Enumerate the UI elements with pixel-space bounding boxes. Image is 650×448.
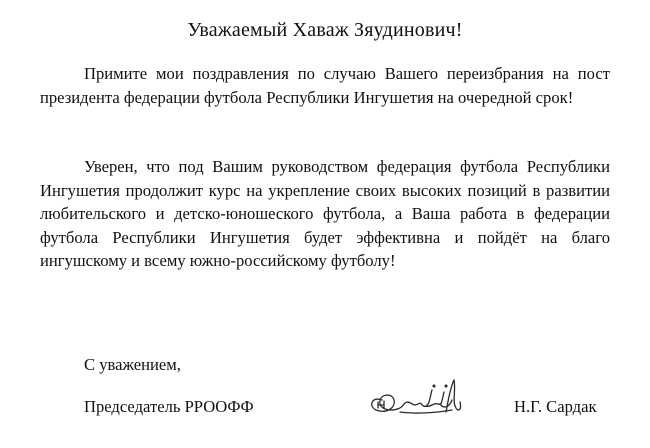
letter-greeting: Уважаемый Хаваж Зяудинович! xyxy=(187,19,463,41)
letter-closing: С уважением, xyxy=(84,355,181,374)
letter-paragraph-1: Примите мои поздравления по случаю Вашего переизбрания на пост президента федерации футбола Республики Ингушетия на очередной срок! xyxy=(40,64,610,107)
signer-name: Н.Г. Сардак xyxy=(514,397,597,416)
handwritten-signature xyxy=(360,372,464,422)
letter-paragraph-2: Уверен, что под Вашим руководством федерация футбола Республики Ингушетия продолжит курс на укрепление своих высоких позиций в развитии любительского и детско-юношеского футбола, а Ваша работа в федерации футбола Республики Ингушетия будет эффективна и пойдёт на благо ингушскому и всему южно-российскому футболу! xyxy=(40,157,610,270)
signer-position: Председатель РРООФФ xyxy=(84,397,254,416)
